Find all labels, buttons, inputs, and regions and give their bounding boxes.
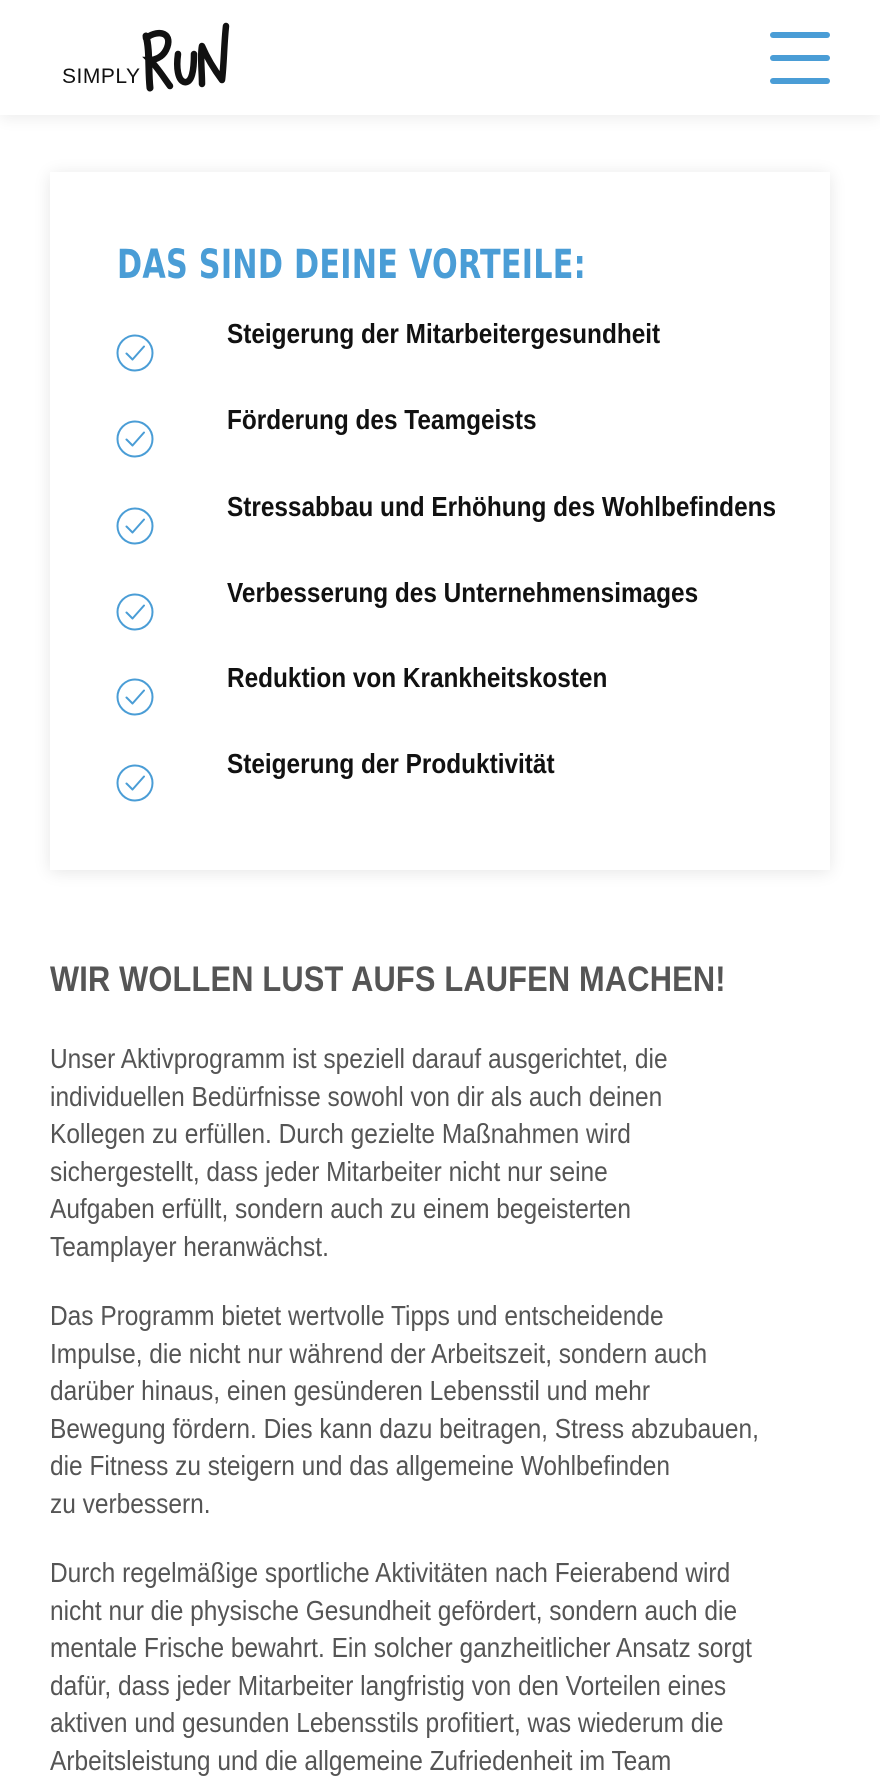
paragraph-line: darüber hinaus, einen gesünderen Lebensstil und mehr [50, 1372, 753, 1410]
paragraph-line: die Fitness zu steigern und das allgemeine Wohlbefinden [50, 1447, 753, 1485]
section-title: WIR WOLLEN LUST AUFS LAUFEN MACHEN! [50, 960, 745, 1000]
benefit-item [116, 750, 796, 800]
paragraph-line: Impulse, die nicht nur während der Arbeitszeit, sondern auch [50, 1335, 753, 1373]
body-paragraph [50, 1297, 840, 1522]
site-header [0, 0, 880, 115]
paragraph-line: Durch regelmäßige sportliche Aktivitäten nach Feierabend wird [50, 1554, 753, 1592]
benefit-item [116, 493, 796, 543]
benefit-label: Förderung des Teamgeists [227, 404, 537, 436]
benefit-item [116, 320, 796, 370]
check-circle-icon [116, 420, 154, 458]
benefit-item [116, 406, 796, 456]
paragraph-line: sichergestellt, dass jeder Mitarbeiter nicht nur seine [50, 1153, 753, 1191]
benefit-item [116, 579, 796, 629]
paragraph-line: dafür, dass jeder Mitarbeiter langfristig von den Vorteilen eines [50, 1667, 753, 1705]
check-circle-icon [116, 593, 154, 631]
logo-run-wordmark [140, 20, 240, 92]
paragraph-line: zu verbessern. [50, 1485, 753, 1523]
paragraph-line: Unser Aktivprogramm ist speziell darauf ausgerichtet, die [50, 1040, 753, 1078]
paragraph-line: individuellen Bedürfnisse sowohl von dir als auch deinen [50, 1078, 753, 1116]
paragraph-line: nicht nur die physische Gesundheit gefördert, sondern auch die [50, 1592, 753, 1630]
benefit-label: Reduktion von Krankheitskosten [227, 662, 607, 694]
paragraph-line: Arbeitsleistung und die allgemeine Zufriedenheit im Team [50, 1742, 753, 1779]
logo[interactable] [62, 20, 242, 96]
paragraph-line: Bewegung fördern. Dies kann dazu beitragen, Stress abzubauen, [50, 1410, 753, 1448]
check-circle-icon [116, 507, 154, 545]
paragraph-line: Teamplayer heranwächst. [50, 1228, 753, 1266]
benefit-label: Steigerung der Produktivität [227, 748, 555, 780]
paragraph-line: Aufgaben erfüllt, sondern auch zu einem begeisterten [50, 1190, 753, 1228]
benefit-item [116, 664, 796, 714]
check-circle-icon [116, 334, 154, 372]
benefit-label: Steigerung der Mitarbeitergesundheit [227, 318, 660, 350]
benefits-title: DAS SIND DEINE VORTEILE: [117, 242, 586, 288]
intro-section [50, 960, 840, 1000]
paragraph-line: Das Programm bietet wertvolle Tipps und entscheidende [50, 1297, 753, 1335]
paragraph-line: mentale Frische bewahrt. Ein solcher ganzheitlicher Ansatz sorgt [50, 1629, 753, 1667]
check-circle-icon [116, 764, 154, 802]
body-paragraph [50, 1040, 840, 1265]
logo-text-simply: SIMPLY [62, 65, 140, 89]
paragraph-line: Kollegen zu erfüllen. Durch gezielte Maßnahmen wird [50, 1115, 753, 1153]
benefit-label: Stressabbau und Erhöhung des Wohlbefindens [227, 491, 776, 523]
check-circle-icon [116, 678, 154, 716]
body-paragraph [50, 1554, 840, 1779]
paragraph-line: aktiven und gesunden Lebensstils profitiert, was wiederum die [50, 1704, 753, 1742]
benefit-label: Verbesserung des Unternehmensimages [227, 577, 698, 609]
menu-button[interactable] [768, 32, 832, 84]
benefits-card [50, 172, 830, 870]
